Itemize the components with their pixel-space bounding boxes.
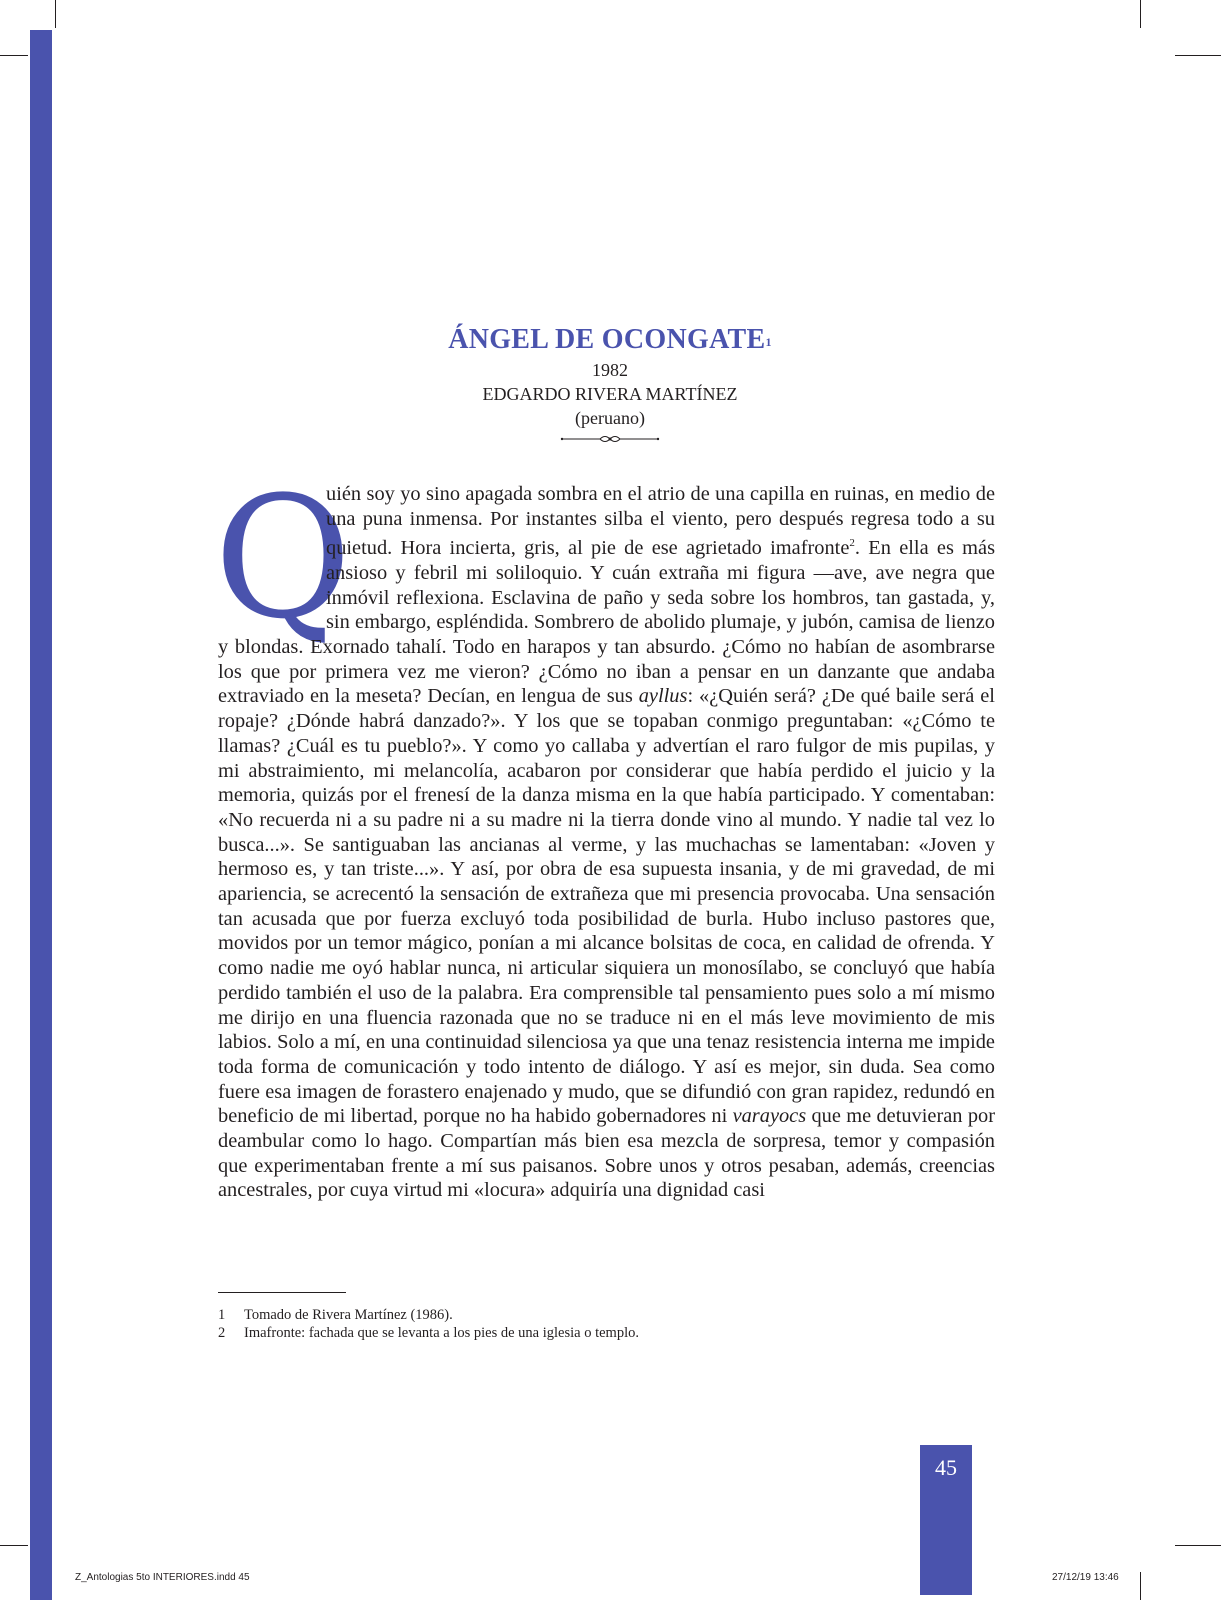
footnote: 1 Tomado de Rivera Martínez (1986).	[218, 1307, 453, 1323]
ornament-divider-icon	[560, 433, 660, 445]
story-header	[220, 322, 1000, 449]
story-year: 1982	[592, 360, 628, 380]
footnote-divider	[218, 1292, 346, 1293]
footnotes	[218, 1306, 998, 1342]
slug-datetime: 27/12/19 13:46	[1052, 1572, 1119, 1583]
author-name: EDGARDO RIVERA MARTÍNEZ	[482, 384, 738, 404]
story-body: Q uién soy yo sino apagada sombra en el atrio de una capilla en ruinas, en medio de una puna inmensa. Por instantes silba el viento, pero después regresa todo a su quietud. Hora incierta, gris, al pie de ese agrietado imafronte$^2$. En ella es más ansioso y febril mi soliloquio. Y cuán extraña mi figura —ave, ave negra que inmóvil reflexiona. Esclavina de paño y seda sobre los hombros, tan gastada, y, sin embargo, espléndida. Sombrero de abolido plumaje, y jubón, camisa de lienzo y blondas. Exornado tahalí. Todo en harapos y tan absurdo. ¿Cómo no habían de asombrarse los que por primera vez me vieron? ¿Cómo no iban a pensar en un danzante que andaba extraviado en la meseta? Decían, en lengua de sus ayllus: «¿Quién será? ¿De qué baile será el ropaje? ¿Dónde habrá danzado?». Y los que se topaban conmigo preguntaban: «¿Cómo te llamas? ¿Cuál es tu pueblo?». Y como yo callaba y advertían el raro fulgor de mis pupilas, y mi abstraimiento, mi melancolía, acabaron por considerar que había perdido el juicio y la memoria, quizás por el frenesí de la danza misma en la que había participado. Y comentaban: «No recuerda ni a su padre ni a su madre ni la tierra donde vino al mundo. Y nadie tal vez lo busca...». Se santiguaban las ancianas al verme, y las muchachas se lamentaban: «Joven y hermoso es, y tan triste...». Y así, por obra de esa supuesta insania, y de mi gravedad, de mi apariencia, se acrecentó la sensación de extrañeza que mi presencia provocaba. Una sensación tan acusada que por fuerza excluyó toda posibilidad de burla. Hubo incluso pastores que, movidos por un temor mágico, ponían a mi alcance bolsitas de coca, en calidad de ofrenda. Y como nadie me oyó hablar nunca, ni articular siquiera un monosílabo, se concluyó que había perdido también el uso de la palabra. Era comprensible tal pensamiento pues solo a mí mismo me dirijo en una fluencia razonada que no se traduce ni en el más leve movimiento de mis labios. Solo a mí, en una continuidad silenciosa ya que una tenaz resistencia interna me impide toda forma de comunicación y todo intento de diálogo. Y así es mejor, sin duda. Sea como fuere esa imagen de forastero enajenado y mudo, que se difundió con gran rapidez, redundó en beneficio de mi libertad, porque no ha habido gobernadores ni varayocs que me detuvieran por deambular como lo hago. Compartían más bien esa mezcla de sorpresa, temor y compasión que experimentaban frente a mí sus paisanos. Sobre unos y otros pesaban, además, creencias ancestrales, por cuya virtud mi «locura» adquiría una dignidad casi	[214, 460, 996, 1202]
side-color-bar	[30, 30, 52, 1600]
slug-filename: Z_Antologias 5to INTERIORES.indd 45	[75, 1572, 250, 1583]
author-nationality: (peruano)	[575, 408, 645, 428]
footnote-ref: 1	[765, 335, 772, 349]
crop-mark	[1140, 0, 1141, 28]
crop-mark	[1140, 1572, 1141, 1600]
drop-cap: Q	[214, 460, 352, 656]
crop-mark	[0, 1545, 28, 1546]
crop-mark	[1175, 1545, 1221, 1546]
crop-mark	[0, 55, 28, 56]
story-title: ÁNGEL DE OCONGATE$^1$	[448, 324, 772, 355]
footnote: 2 Imafronte: fachada que se levanta a los pies de una iglesia o templo.	[218, 1325, 639, 1341]
crop-mark	[55, 0, 56, 28]
crop-mark	[1175, 55, 1221, 56]
page-number-tab	[920, 1445, 972, 1595]
page-number: 45	[935, 1455, 957, 1480]
footnote-ref: 2	[849, 537, 855, 550]
